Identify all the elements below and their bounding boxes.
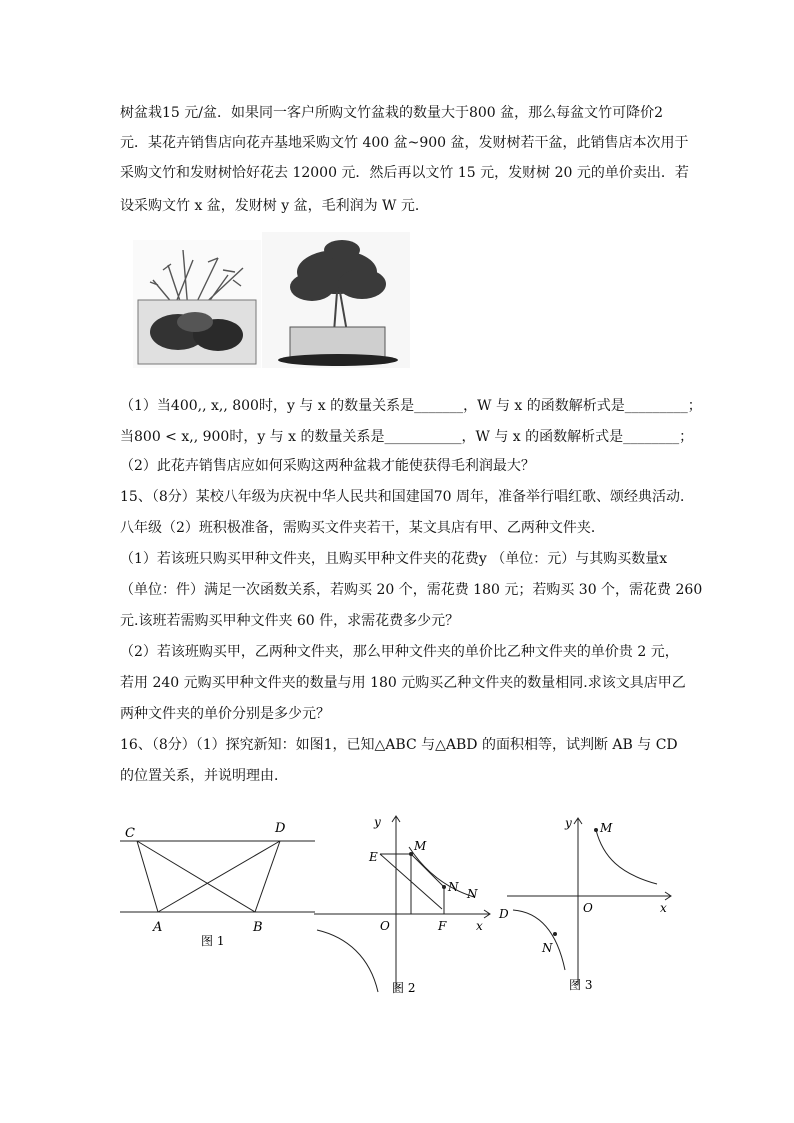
- problem-line-1: 树盆栽15 元/盆．如果同一客户所购文竹盆栽的数量大于800 盆，那么每盆文竹可降价2: [120, 105, 664, 121]
- problem-16-line-1: 16、（8分）（1）探究新知：如图1，已知△ABC 与△ABD 的面积相等，试判断 AB 与 CD: [120, 737, 678, 753]
- caption-figure-1: 图 1: [201, 934, 225, 948]
- label-y: y: [565, 816, 572, 830]
- question-1-line-1: （1）当400,, x,, 800时，y 与 x 的数量关系是_______，W 与 x 的函数解析式是_________；: [120, 398, 702, 414]
- problem-line-4: 设采购文竹 x 盆，发财树 y 盆，毛利润为 W 元．: [120, 198, 429, 214]
- segment-ad: [158, 841, 280, 912]
- label-d: D: [275, 821, 286, 836]
- figure-2: [312, 812, 497, 997]
- label-b: B: [253, 920, 263, 935]
- bamboo-plant-photo: [133, 240, 261, 368]
- segment-mn: [411, 854, 444, 887]
- question-1-line-2: 当800 < x,, 900时，y 与 x 的数量关系是___________，W 与 x 的函数解析式是________；: [120, 429, 694, 445]
- problem-15-line-8: 两种文件夹的单价分别是多少元？: [120, 706, 330, 722]
- figure-1: [115, 812, 320, 962]
- caption-figure-3: 图 3: [569, 978, 593, 992]
- problem-16-line-2: 的位置关系，并说明理由．: [120, 768, 288, 784]
- figure-3: [495, 812, 675, 992]
- problem-15-line-5: 元.该班若需购买甲种文件夹 60 件，求需花费多少元？: [120, 613, 460, 629]
- label-n: N: [542, 941, 553, 955]
- hyperbola-branch-upper: [596, 830, 657, 884]
- problem-15-line-7: 若用 240 元购买甲种文件夹的数量与用 180 元购买乙种文件夹的数量相同.求该文具店甲乙: [120, 675, 686, 691]
- label-y: y: [374, 815, 381, 829]
- label-c: C: [125, 826, 135, 841]
- label-a: A: [153, 920, 163, 935]
- hyperbola-branch-lower: [513, 910, 565, 970]
- label-m: M: [414, 839, 427, 853]
- label-o: O: [380, 919, 390, 933]
- hyperbola-branch-lower: [317, 930, 378, 992]
- label-f: F: [438, 919, 447, 933]
- problem-line-3: 采购文竹和发财树恰好花去 12000 元．然后再以文竹 15 元，发财树 20 元的单价卖出．若: [120, 165, 689, 181]
- label-d: D: [499, 907, 509, 921]
- problem-15-line-4: （单位：件）满足一次函数关系，若购买 20 个，需花费 180 元；若购买 30 个，需花费 260: [120, 582, 703, 598]
- label-m: M: [600, 821, 613, 835]
- segment-bd: [255, 841, 280, 912]
- problem-15-line-1: 15、（8分）某校八年级为庆祝中华人民共和国建国70 周年，准备举行唱红歌、颂经典活动．: [120, 489, 694, 505]
- label-n: N: [448, 880, 459, 894]
- problem-15-line-2: 八年级（2）班积极准备，需购买文件夹若干，某文具店有甲、乙两种文件夹．: [120, 520, 605, 536]
- label-e: E: [369, 850, 378, 864]
- label-x: x: [476, 919, 483, 933]
- label-n-end: N: [467, 887, 478, 901]
- caption-figure-2: 图 2: [392, 981, 416, 995]
- question-2-line: （2）此花卉销售店应如何采购这两种盆栽才能使获得毛利润最大？: [120, 458, 535, 474]
- money-tree-photo: [262, 232, 410, 368]
- problem-15-line-3: （1）若该班只购买甲种文件夹，且购买甲种文件夹的花费y （单位：元）与其购买数量x: [120, 551, 668, 567]
- label-o: O: [583, 901, 593, 915]
- hyperbola-branch-upper: [409, 847, 474, 897]
- problem-15-line-6: （2）若该班购买甲，乙两种文件夹，那么甲种文件夹的单价比乙种文件夹的单价贵 2 元，: [120, 644, 679, 660]
- label-x: x: [660, 901, 667, 915]
- problem-line-2: 元．某花卉销售店向花卉基地采购文竹 400 盆~900 盆，发财树若干盆，此销售店本次用于: [120, 135, 689, 151]
